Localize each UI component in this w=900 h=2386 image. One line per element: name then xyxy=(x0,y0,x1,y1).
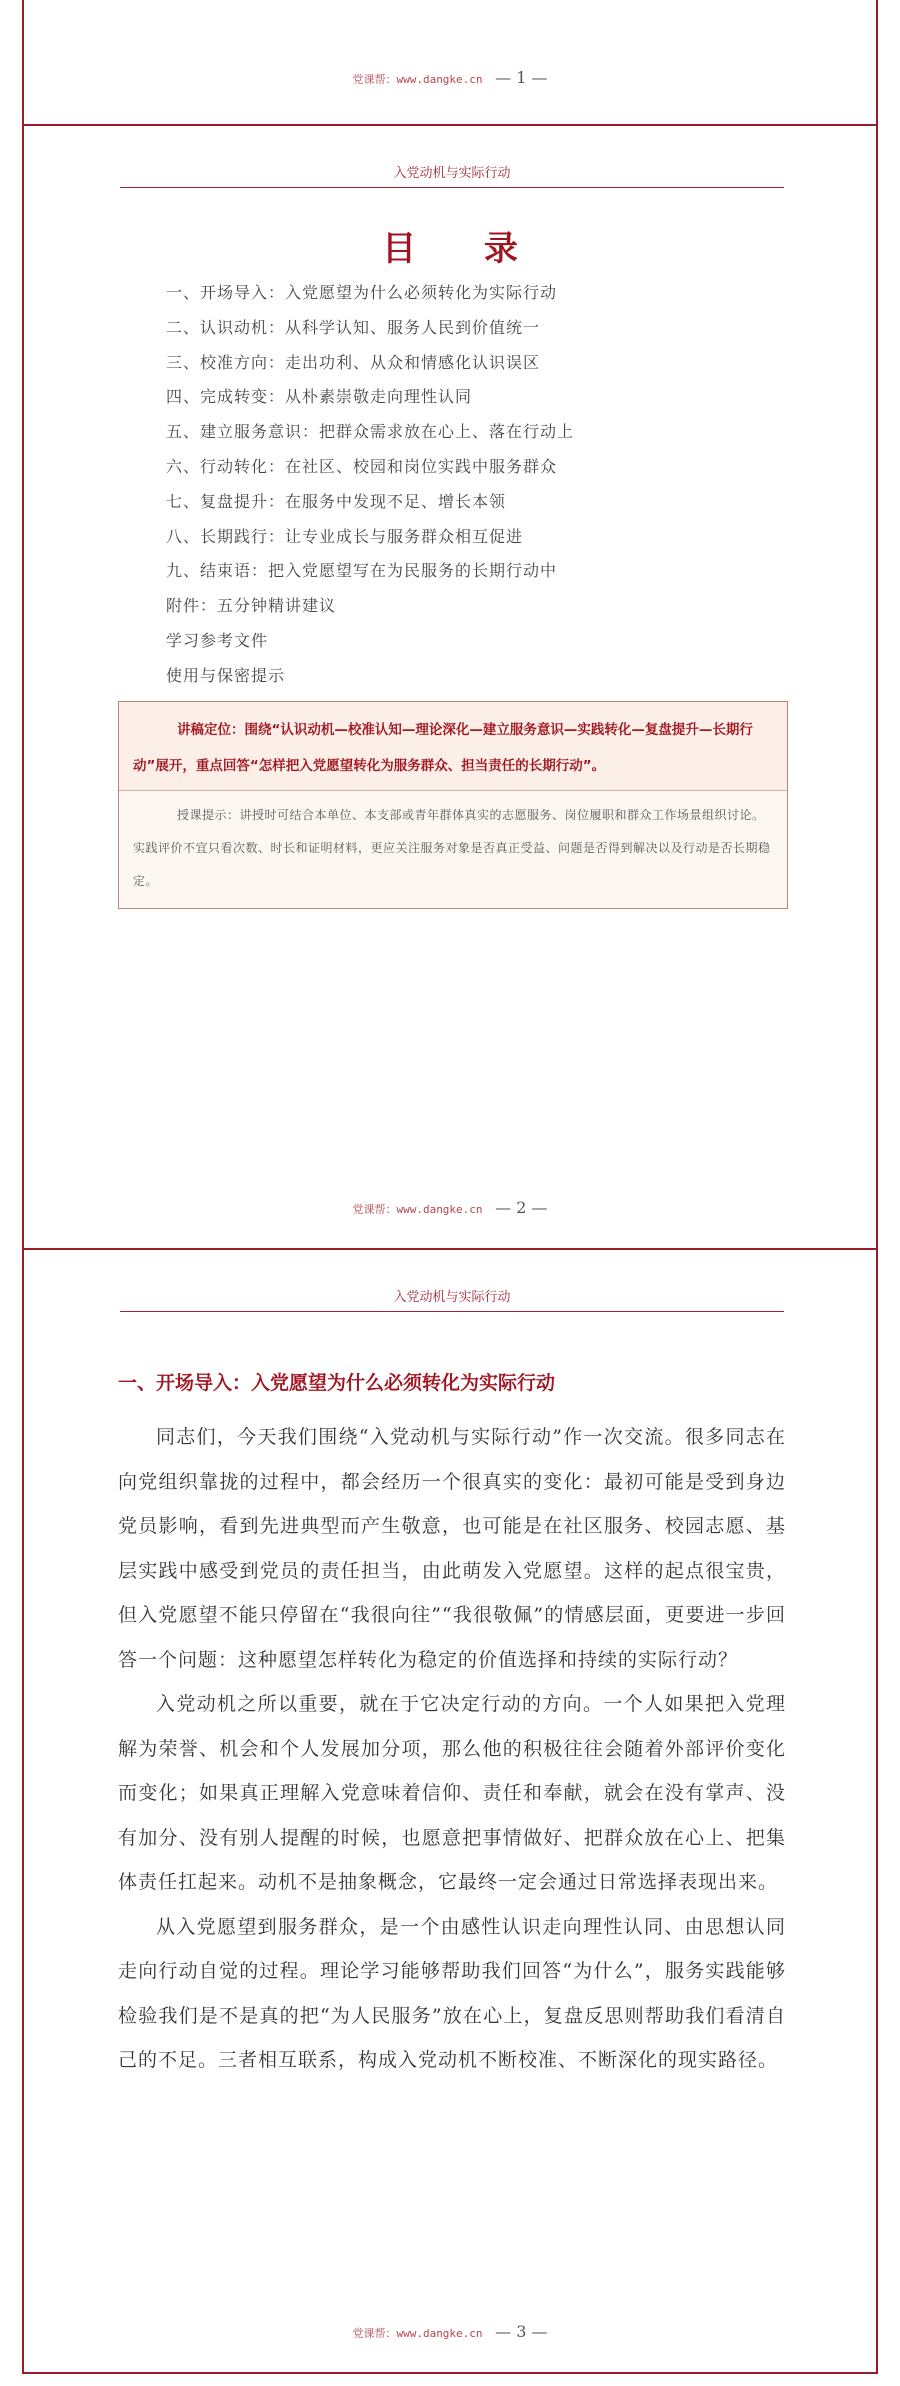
toc-item[interactable]: 八、长期践行：让专业成长与服务群众相互促进 xyxy=(166,526,524,546)
page-footer xyxy=(24,2322,876,2341)
running-header: 入党动机与实际行动 xyxy=(120,162,784,188)
page-number: — 2 — xyxy=(495,1198,548,1217)
toc-list xyxy=(166,276,574,694)
footer-site[interactable]: 党课帮：www.dangke.cn xyxy=(352,73,483,86)
toc-item[interactable]: 七、复盘提升：在服务中发现不足、增长本领 xyxy=(166,491,507,511)
page-number: — 1 — xyxy=(495,68,548,87)
body-paragraph: 入党动机之所以重要，就在于它决定行动的方向。一个人如果把入党理解为荣誉、机会和个人发展加分项，那么他的积极往往会随着外部评价变化而变化；如果真正理解入党意味着信仰、责任和奉献，就会在没有掌声、没有加分、没有别人提醒的时候，也愿意把事情做好、把群众放在心上、把集体责任扛起来。动机不是抽象概念，它最终一定会通过日常选择表现出来。 xyxy=(118,1693,786,1893)
body-paragraph: 同志们，今天我们围绕“入党动机与实际行动”作一次交流。很多同志在向党组织靠拢的过程中，都会经历一个很真实的变化：最初可能是受到身边党员影响，看到先进典型而产生敬意，也可能是在社区服务、校园志愿、基层实践中感受到党员的责任担当，由此萌发入党愿望。这样的起点很宝贵，但入党愿望不能只停留在“我很向往”“我很敬佩”的情感层面，更要进一步回答一个问题：这种愿望怎样转化为稳定的价值选择和持续的实际行动？ xyxy=(118,1426,786,1671)
toc-item[interactable]: 二、认识动机：从科学认知、服务人民到价值统一 xyxy=(166,317,541,337)
running-header: 入党动机与实际行动 xyxy=(120,1286,784,1312)
section-body xyxy=(118,1415,786,2083)
callout-positioning-text: 讲稿定位：围绕“认识动机—校准认知—理论深化—建立服务意识—实践转化—复盘提升—长期行动”展开，重点回答“怎样把入党愿望转化为服务群众、担当责任的长期行动”。 xyxy=(119,702,787,791)
toc-item[interactable]: 九、结束语：把入党愿望写在为民服务的长期行动中 xyxy=(166,561,558,581)
toc-item[interactable]: 四、完成转变：从朴素崇敬走向理性认同 xyxy=(166,387,473,407)
lecture-positioning-callout xyxy=(118,701,788,909)
footer-site[interactable]: 党课帮：www.dangke.cn xyxy=(352,1203,483,1216)
footer-site[interactable]: 党课帮：www.dangke.cn xyxy=(352,2327,483,2340)
section-heading: 一、开场导入：入党愿望为什么必须转化为实际行动 xyxy=(118,1372,556,1394)
callout-teaching-tip: 授课提示：讲授时可结合本单位、本支部或青年群体真实的志愿服务、岗位履职和群众工作场景组织讨论。实践评价不宜只看次数、时长和证明材料，更应关注服务对象是否真正受益、问题是否得到解决以及行动是否长期稳定。 xyxy=(119,791,787,908)
page-3 xyxy=(22,1250,878,2372)
page-number: — 3 — xyxy=(495,2322,548,2341)
page-2 xyxy=(22,126,878,1248)
toc-item[interactable]: 一、开场导入：入党愿望为什么必须转化为实际行动 xyxy=(166,283,558,302)
body-paragraph: 从入党愿望到服务群众，是一个由感性认识走向理性认同、由思想认同走向行动自觉的过程。理论学习能够帮助我们回答“为什么”，服务实践能够检验我们是不是真的把“为人民服务”放在心上，复盘反思则帮助我们看清自己的不足。三者相互联系，构成入党动机不断校准、不断深化的现实路径。 xyxy=(118,1915,786,2071)
page-footer xyxy=(24,1198,876,1217)
toc-item[interactable]: 六、行动转化：在社区、校园和岗位实践中服务群众 xyxy=(166,456,558,476)
toc-item[interactable]: 三、校准方向：走出功利、从众和情感化认识误区 xyxy=(166,352,541,372)
toc-title: 目 录 xyxy=(382,229,546,269)
page-1 xyxy=(22,0,878,124)
page-footer xyxy=(24,68,876,87)
toc-item[interactable]: 学习参考文件 xyxy=(166,630,269,650)
toc-item[interactable]: 五、建立服务意识：把群众需求放在心上、落在行动上 xyxy=(166,422,575,442)
page-divider xyxy=(22,2372,878,2374)
toc-item[interactable]: 使用与保密提示 xyxy=(166,665,286,685)
toc-item[interactable]: 附件：五分钟精讲建议 xyxy=(166,596,337,616)
